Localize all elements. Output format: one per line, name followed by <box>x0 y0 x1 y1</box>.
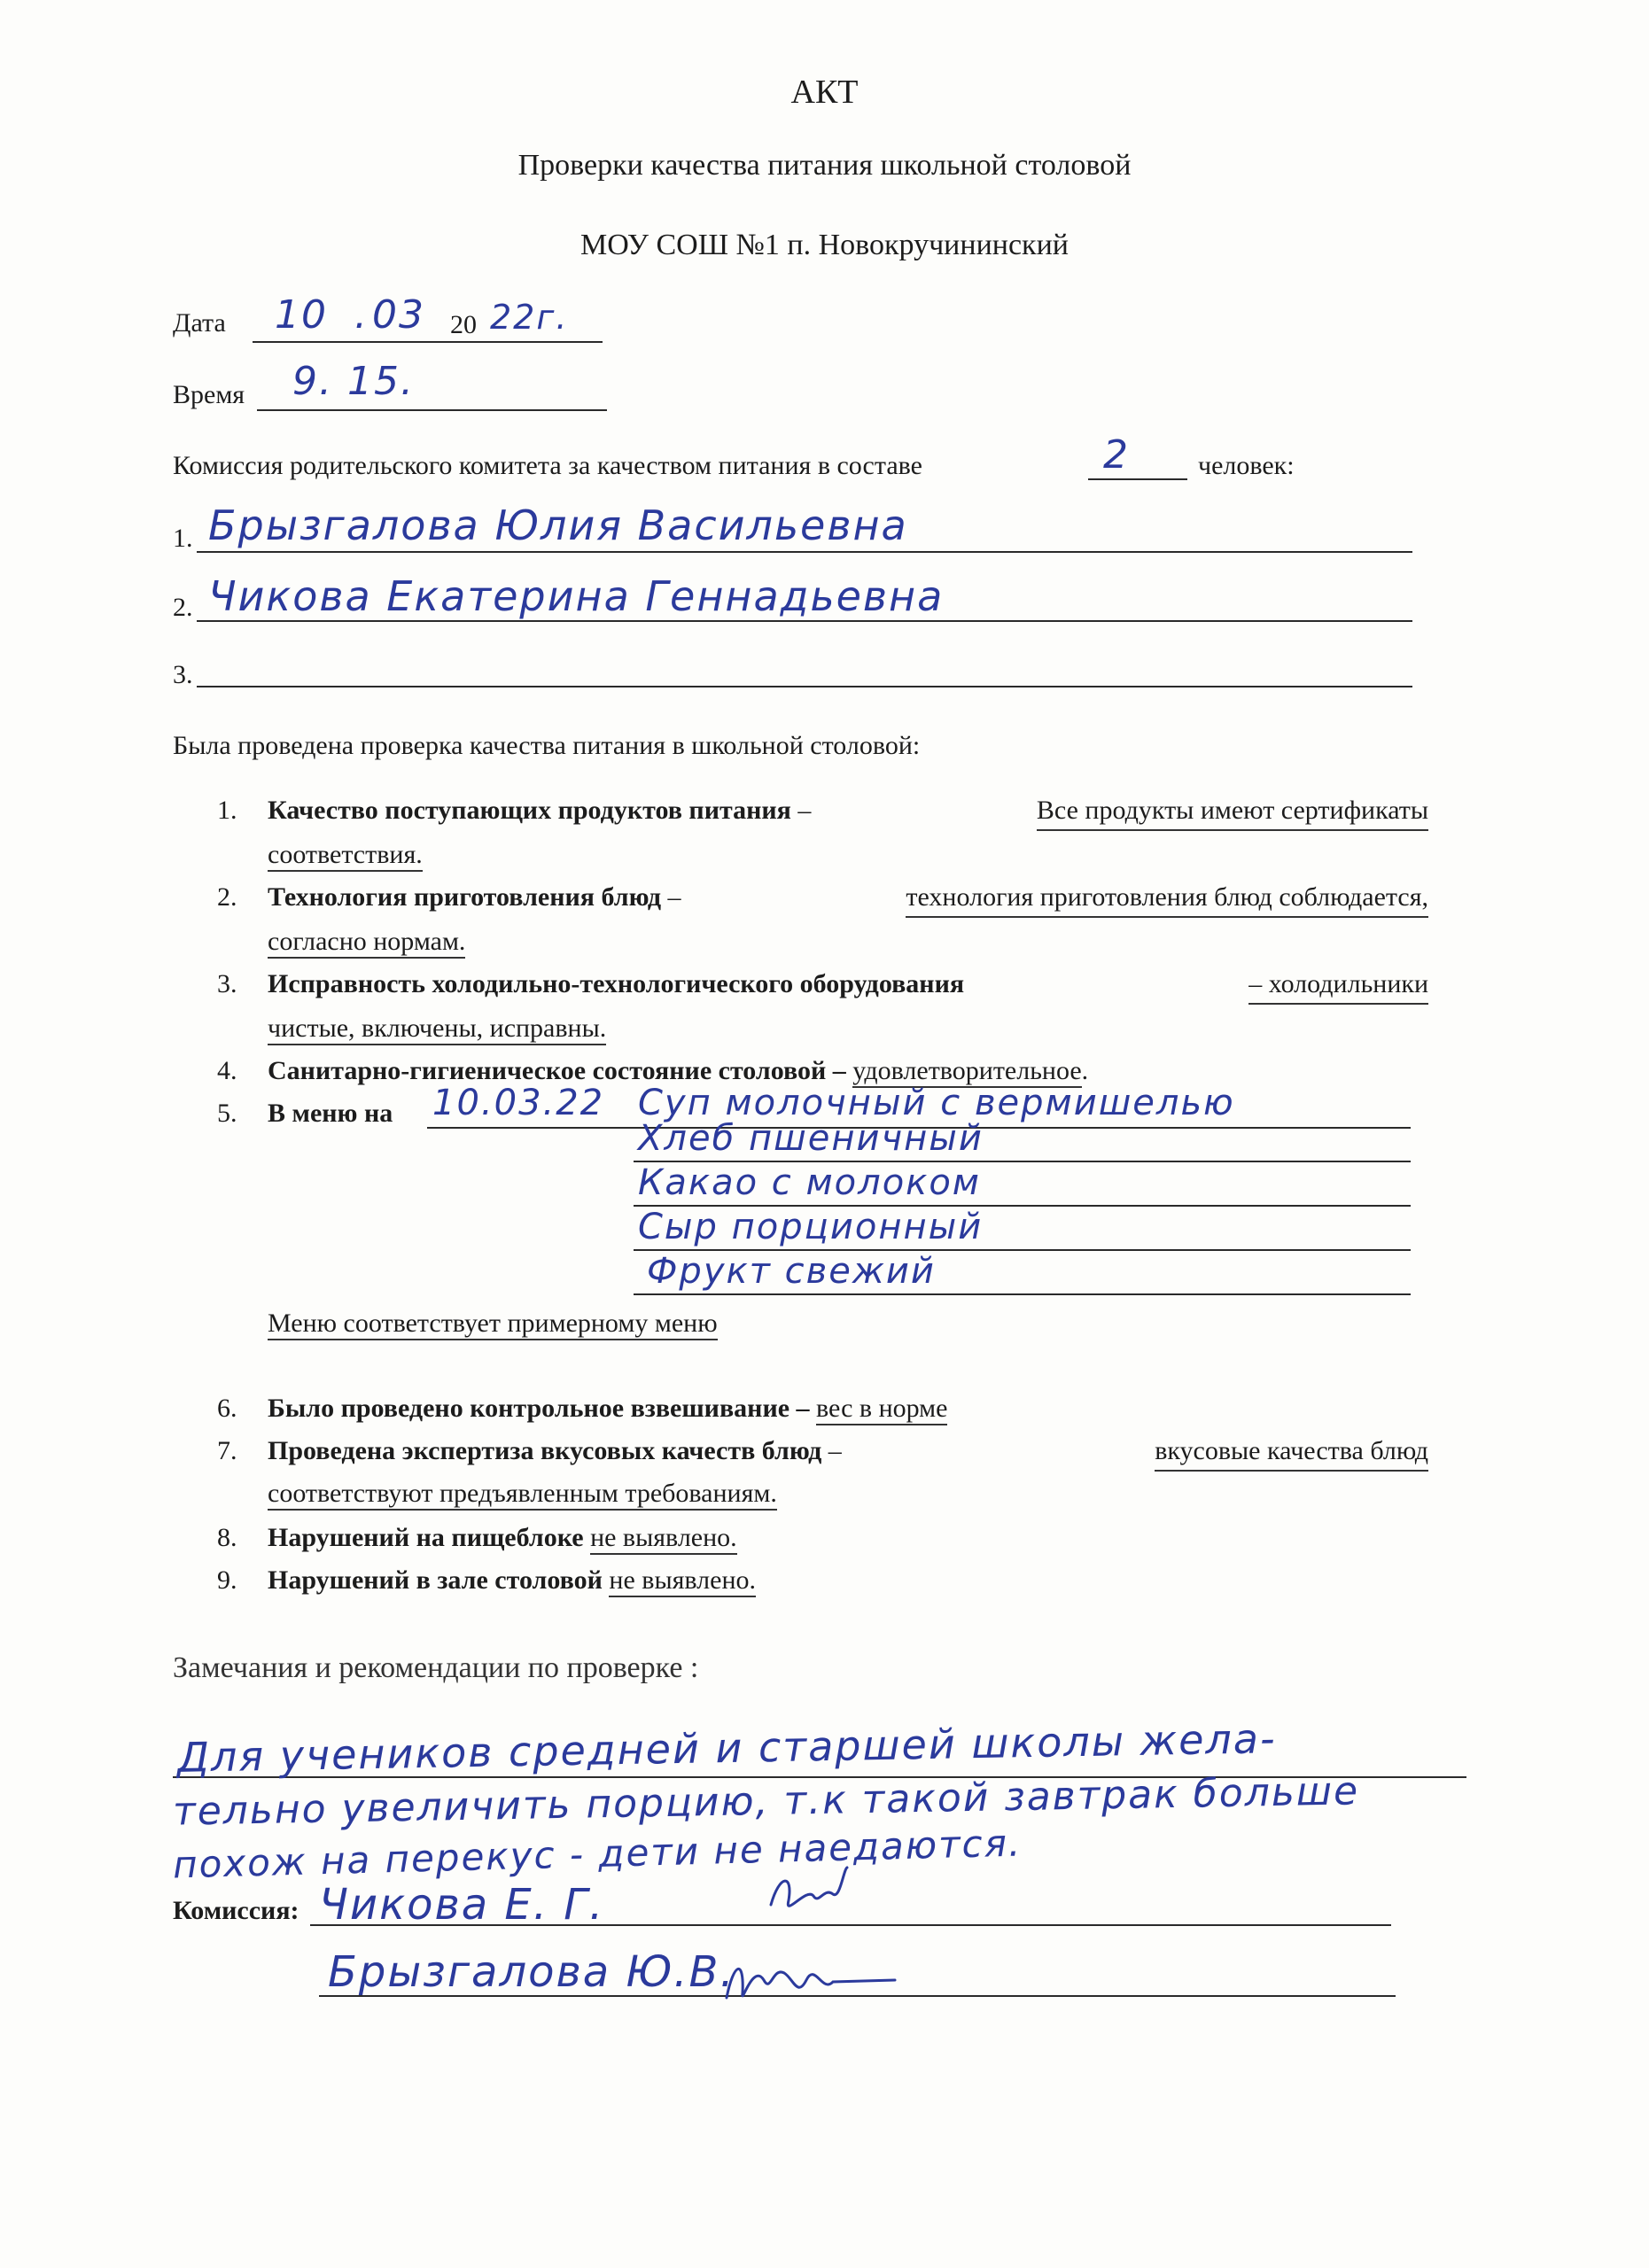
member-2-num: 2. <box>173 593 193 622</box>
item-7-text-2: соответствуют предъявленным требованиям. <box>268 1479 777 1511</box>
item-4-text: удовлетворительное <box>852 1056 1081 1088</box>
remarks-label: Замечания и рекомендации по проверке : <box>173 1651 699 1684</box>
time-label: Время <box>173 380 245 409</box>
item-3-num: 3. <box>217 969 237 998</box>
item-8-line <box>268 1520 737 1556</box>
remarks-line-2-text: тельно увеличить порцию, т.к такой завтрак больше <box>172 1768 1360 1835</box>
item-6-bold: Было проведено контрольное взвешивание – <box>268 1394 810 1423</box>
item-2-bold: Технология приготовления блюд <box>268 882 661 912</box>
member-2-name: Чикова Екатерина Геннадьевна <box>208 572 945 620</box>
menu-dish-1: Суп молочный с вермишелью <box>638 1083 1235 1123</box>
item-7-bold: Проведена экспертиза вкусовых качеств блюд <box>268 1436 822 1465</box>
document-title: АКТ <box>790 74 859 111</box>
item-1-text-2: соответствия. <box>268 840 423 872</box>
menu-dish-4: Сыр порционный <box>638 1207 984 1247</box>
commission-text-before: Комиссия родительского комитета за качеством питания в составе <box>173 451 922 480</box>
item-9-num: 9. <box>217 1565 237 1595</box>
item-3-text-2: чистые, включены, исправны. <box>268 1014 606 1045</box>
item-8-num: 8. <box>217 1523 237 1552</box>
date-month: 03 <box>372 292 425 338</box>
remarks-line-1-text: Для учеников средней и старшей школы жела- <box>176 1714 1278 1782</box>
signature-1-scribble <box>762 1860 868 1931</box>
menu-dish-5: Фрукт свежий <box>647 1251 936 1292</box>
member-3-num: 3. <box>173 660 193 689</box>
date-label: Дата <box>173 308 226 338</box>
item-7-dash: – <box>821 1436 842 1465</box>
item-3-line1 <box>268 967 1428 1005</box>
item-2-text-2: согласно нормам. <box>268 927 465 959</box>
item-8-text: не выявлено. <box>590 1523 737 1555</box>
item-1-bold: Качество поступающих продуктов питания <box>268 796 791 825</box>
item-4-bold: Санитарно-гигиеническое состояние столовой – <box>268 1056 846 1085</box>
item-1-num: 1. <box>217 796 237 825</box>
signature-2-scribble <box>718 1945 913 2016</box>
member-2-line <box>197 620 1412 622</box>
item-1-line1 <box>268 793 1428 831</box>
check-intro: Была проведена проверка качества питания в школьной столовой: <box>173 731 921 760</box>
commission-count: 2 <box>1103 432 1130 478</box>
commission-count-underline <box>1088 478 1187 480</box>
item-9-text: не выявлено. <box>609 1565 756 1597</box>
item-7-text: вкусовые качества блюд <box>1155 1433 1428 1472</box>
item-7-num: 7. <box>217 1436 237 1465</box>
item-4-tail: . <box>1081 1056 1089 1085</box>
member-1-line <box>197 551 1412 553</box>
signatures-label: Комиссия: <box>173 1896 299 1925</box>
item-2-dash: – <box>661 882 681 912</box>
item-3-dash: – <box>1248 969 1269 998</box>
item-6-text: вес в норме <box>816 1394 947 1425</box>
menu-line-5 <box>634 1293 1411 1295</box>
item-9-line <box>268 1563 756 1598</box>
item-3-text: холодильники <box>1268 969 1428 998</box>
item-1-dash: – <box>790 796 812 825</box>
item-8-bold: Нарушений на пищеблоке <box>268 1523 584 1552</box>
item-2-line1 <box>268 880 1428 918</box>
member-3-line <box>197 686 1412 687</box>
signature-2-name: Брызгалова Ю.В. <box>328 1947 735 1997</box>
item-5-num: 5. <box>217 1099 237 1128</box>
member-1-num: 1. <box>173 524 193 553</box>
date-sep: . <box>354 292 369 338</box>
item-1-text: Все продукты имеют сертификаты <box>1037 793 1428 831</box>
item-6-num: 6. <box>217 1394 237 1423</box>
date-underline <box>253 341 603 343</box>
item-9-bold: Нарушений в зале столовой <box>268 1565 603 1595</box>
date-day: 10 <box>275 292 328 338</box>
item-2-num: 2. <box>217 882 237 912</box>
menu-dish-2: Хлеб пшеничный <box>638 1118 984 1159</box>
signature-1-name: Чикова Е. Г. <box>319 1880 605 1930</box>
time-value: 9. 15. <box>292 359 415 404</box>
item-6-line <box>268 1391 947 1426</box>
menu-note: Меню соответствует примерному меню <box>268 1309 718 1340</box>
document-subtitle-1: Проверки качества питания школьной столовой <box>517 149 1132 182</box>
item-2-text: технология приготовления блюд соблюдается, <box>906 880 1428 918</box>
remarks-line-3-text: похож на перекус - дети не наедаются. <box>172 1821 1023 1887</box>
menu-dish-3: Какао с молоком <box>638 1162 981 1203</box>
item-4-num: 4. <box>217 1056 237 1085</box>
member-1-name: Брызгалова Юлия Васильевна <box>208 501 908 549</box>
time-underline <box>257 409 607 411</box>
document-subtitle-2: МОУ СОШ №1 п. Новокручининский <box>580 229 1069 261</box>
menu-date: 10.03.22 <box>432 1083 605 1123</box>
item-7-line1 <box>268 1433 1428 1472</box>
item-5-bold: В меню на <box>268 1099 393 1128</box>
date-year-hand: 22г. <box>490 298 569 337</box>
commission-text-after: человек: <box>1198 451 1295 480</box>
item-3-bold: Исправность холодильно-технологического оборудования <box>268 969 965 998</box>
date-year-prefix: 20 <box>450 310 477 339</box>
